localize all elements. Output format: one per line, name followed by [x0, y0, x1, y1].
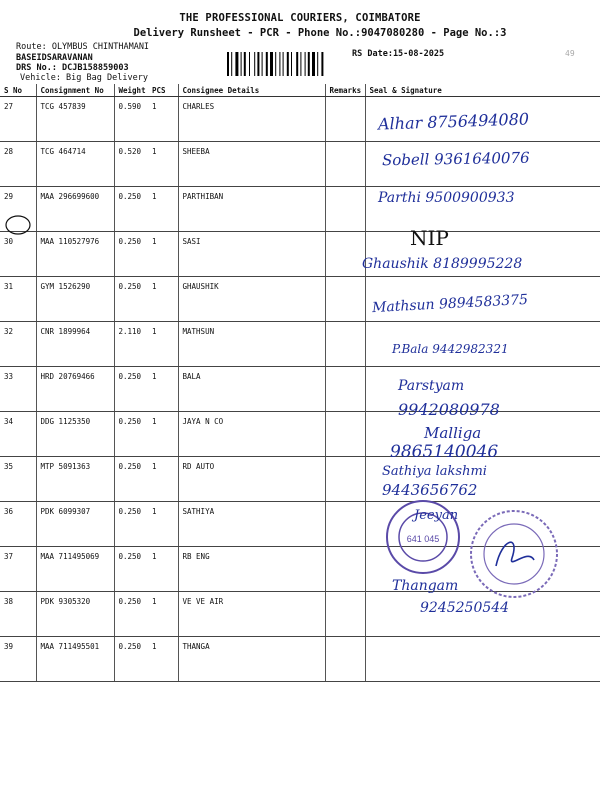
rs-date: RS Date:15-08-2025 — [352, 49, 445, 59]
cell-consignment-no: MTP 5091363 — [36, 457, 114, 502]
cell-remarks — [325, 232, 365, 277]
signature-row-36-phone: 9443656762 — [382, 481, 478, 499]
cell-weight: 0.250 — [114, 277, 148, 322]
cell-pcs: 1 — [148, 232, 178, 277]
cell-pcs: 1 — [148, 97, 178, 142]
cell-weight: 0.250 — [114, 637, 148, 682]
table-row — [0, 142, 600, 187]
table-row — [0, 232, 600, 277]
table-row — [0, 97, 600, 142]
cell-remarks — [325, 457, 365, 502]
barcode-bar — [287, 52, 289, 76]
cell-sno: 35 — [0, 457, 36, 502]
cell-consignee: GHAUSHIK — [178, 277, 325, 322]
cell-remarks — [325, 322, 365, 367]
col-weight: Weight — [114, 84, 148, 97]
signature-row-39-name: Thangam — [392, 578, 459, 594]
cell-consignment-no: CNR 1899964 — [36, 322, 114, 367]
cell-consignment-no: GYM 1526290 — [36, 277, 114, 322]
cell-weight: 0.250 — [114, 547, 148, 592]
signature-row-37: Jeeyan — [414, 508, 459, 523]
cell-consignment-no: TCG 464714 — [36, 142, 114, 187]
cell-sno: 38 — [0, 592, 36, 637]
cell-seal-signature — [365, 142, 600, 187]
barcode-bar — [257, 52, 259, 76]
cell-weight: 0.250 — [114, 592, 148, 637]
drs-barcode — [227, 52, 347, 76]
table-row — [0, 457, 600, 502]
cell-seal-signature — [365, 322, 600, 367]
cell-sno: 30 — [0, 232, 36, 277]
barcode-bar — [266, 52, 268, 76]
barcode-bar — [244, 52, 246, 76]
signature-row-36-name: Sathiya lakshmi — [382, 464, 487, 479]
signature-row-33: P.Bala 9442982321 — [392, 342, 509, 356]
cell-remarks — [325, 142, 365, 187]
cell-seal-signature — [365, 592, 600, 637]
barcode-bar — [241, 52, 242, 76]
route-label: Route: OLYMBUS CHINTHAMANI — [16, 42, 150, 52]
barcode-bar — [262, 52, 263, 76]
cell-weight: 0.250 — [114, 457, 148, 502]
cell-remarks — [325, 187, 365, 232]
cell-sno: 29 — [0, 187, 36, 232]
barcode-bar — [227, 52, 229, 76]
cell-pcs: 1 — [148, 412, 178, 457]
cell-weight: 0.590 — [114, 97, 148, 142]
cell-pcs: 1 — [148, 187, 178, 232]
cell-remarks — [325, 97, 365, 142]
table-row — [0, 322, 600, 367]
barcode-bar — [312, 52, 315, 76]
cell-weight: 2.110 — [114, 322, 148, 367]
cell-consignee: SHEEBA — [178, 142, 325, 187]
cell-pcs: 1 — [148, 637, 178, 682]
vehicle-label: Vehicle: Big Bag Delivery — [20, 73, 148, 83]
seal-pin-code: 641 045 — [406, 534, 440, 544]
cell-sno: 27 — [0, 97, 36, 142]
cell-remarks — [325, 637, 365, 682]
cell-weight: 0.250 — [114, 367, 148, 412]
page-mark: 49 — [565, 49, 575, 58]
table-row — [0, 187, 600, 232]
col-sno: S No — [0, 84, 36, 97]
cell-remarks — [325, 502, 365, 547]
cell-consignee: BALA — [178, 367, 325, 412]
cell-pcs: 1 — [148, 367, 178, 412]
cell-consignee: RB ENG — [178, 547, 325, 592]
signature-row-34-phone: 9942080978 — [398, 400, 500, 419]
cell-remarks — [325, 592, 365, 637]
cell-pcs: 1 — [148, 457, 178, 502]
signature-row-39-phone: 9245250544 — [420, 600, 510, 616]
signature-row-27: Alhar 8756494080 — [377, 109, 530, 134]
cell-remarks — [325, 277, 365, 322]
cell-consignment-no: PDK 6099307 — [36, 502, 114, 547]
table-row — [0, 277, 600, 322]
cell-seal-signature — [365, 502, 600, 547]
table-row — [0, 412, 600, 457]
cell-seal-signature — [365, 97, 600, 142]
barcode-bar — [270, 52, 273, 76]
signature-row-35-phone: 9865140046 — [390, 442, 499, 462]
cell-seal-signature — [365, 232, 600, 277]
cell-seal-signature — [365, 187, 600, 232]
barcode-bar — [317, 52, 318, 76]
runsheet-title: Delivery Runsheet - PCR - Phone No.:9047080280 - Page No.:3 — [133, 27, 507, 39]
cell-remarks — [325, 412, 365, 457]
cell-seal-signature — [365, 457, 600, 502]
cell-consignment-no: HRD 20769466 — [36, 367, 114, 412]
cell-pcs: 1 — [148, 142, 178, 187]
signature-row-31: Ghaushik 8189995228 — [362, 256, 523, 272]
barcode-bar — [231, 52, 232, 76]
cell-consignee: THANGA — [178, 637, 325, 682]
col-seal-signature: Seal & Signature — [365, 84, 600, 97]
cell-consignee: RD AUTO — [178, 457, 325, 502]
cell-consignee: SATHIYA — [178, 502, 325, 547]
cell-sno: 28 — [0, 142, 36, 187]
signature-row-29: Parthi 9500900933 — [378, 190, 515, 206]
signature-row-35-name: Malliga — [424, 424, 482, 442]
col-remarks: Remarks — [325, 84, 365, 97]
signature-row-32: Mathsun 9894583375 — [371, 291, 529, 317]
cell-weight: 0.250 — [114, 412, 148, 457]
cell-consignee: PARTHIBAN — [178, 187, 325, 232]
signature-row-28: Sobell 9361640076 — [381, 148, 530, 170]
table-row — [0, 547, 600, 592]
cell-seal-signature — [365, 412, 600, 457]
cell-seal-signature — [365, 637, 600, 682]
barcode-bar — [275, 52, 276, 76]
cell-consignment-no: MAA 711495069 — [36, 547, 114, 592]
barcode-bar — [291, 52, 292, 76]
cell-seal-signature — [365, 547, 600, 592]
barcode-bar — [235, 52, 238, 76]
cell-pcs: 1 — [148, 592, 178, 637]
barcode-bar — [300, 52, 301, 76]
cell-weight: 0.250 — [114, 502, 148, 547]
cell-consignee: MATHSUN — [178, 322, 325, 367]
cell-seal-signature — [365, 367, 600, 412]
barcode-bar — [249, 52, 250, 76]
cell-remarks — [325, 367, 365, 412]
cell-seal-signature — [365, 277, 600, 322]
cell-weight: 0.250 — [114, 232, 148, 277]
col-pcs: PCS — [148, 84, 178, 97]
col-consignment: Consignment No — [36, 84, 114, 97]
signature-row-34-name: Parstyam — [398, 378, 465, 394]
cell-pcs: 1 — [148, 277, 178, 322]
delivery-boy: BASEIDSARAVANAN — [16, 53, 93, 63]
cell-pcs: 1 — [148, 547, 178, 592]
cell-remarks — [325, 547, 365, 592]
cell-sno: 37 — [0, 547, 36, 592]
cell-weight: 0.250 — [114, 187, 148, 232]
consignment-table — [0, 84, 600, 682]
remark-row-30: NIP — [410, 226, 449, 250]
cell-pcs: 1 — [148, 502, 178, 547]
cell-consignment-no: MAA 110527976 — [36, 232, 114, 277]
cell-consignee: VE VE AIR — [178, 592, 325, 637]
cell-consignment-no: DDG 1125350 — [36, 412, 114, 457]
barcode-bar — [308, 52, 310, 76]
cell-consignment-no: TCG 457839 — [36, 97, 114, 142]
table-row — [0, 637, 600, 682]
barcode-bar — [279, 52, 280, 76]
table-row — [0, 367, 600, 412]
cell-pcs: 1 — [148, 322, 178, 367]
table-row — [0, 592, 600, 637]
cell-weight: 0.520 — [114, 142, 148, 187]
barcode-bar — [283, 52, 284, 76]
company-title: THE PROFESSIONAL COURIERS, COIMBATORE — [179, 12, 421, 24]
cell-sno: 34 — [0, 412, 36, 457]
barcode-bar — [254, 52, 255, 76]
cell-sno: 33 — [0, 367, 36, 412]
cell-sno: 36 — [0, 502, 36, 547]
cell-consignee: JAYA N CO — [178, 412, 325, 457]
barcode-bar — [305, 52, 306, 76]
cell-sno: 31 — [0, 277, 36, 322]
cell-consignee: SASI — [178, 232, 325, 277]
cell-sno: 39 — [0, 637, 36, 682]
barcode-bar — [321, 52, 323, 76]
barcode-bar — [296, 52, 298, 76]
cell-sno: 32 — [0, 322, 36, 367]
drs-number: DRS No.: DCJB158859003 — [16, 63, 129, 73]
cell-consignee: CHARLES — [178, 97, 325, 142]
cell-consignment-no: MAA 296699600 — [36, 187, 114, 232]
table-row — [0, 502, 600, 547]
table-header-row — [0, 84, 600, 97]
cell-consignment-no: MAA 711495501 — [36, 637, 114, 682]
col-consignee: Consignee Details — [178, 84, 325, 97]
cell-consignment-no: PDK 9305320 — [36, 592, 114, 637]
